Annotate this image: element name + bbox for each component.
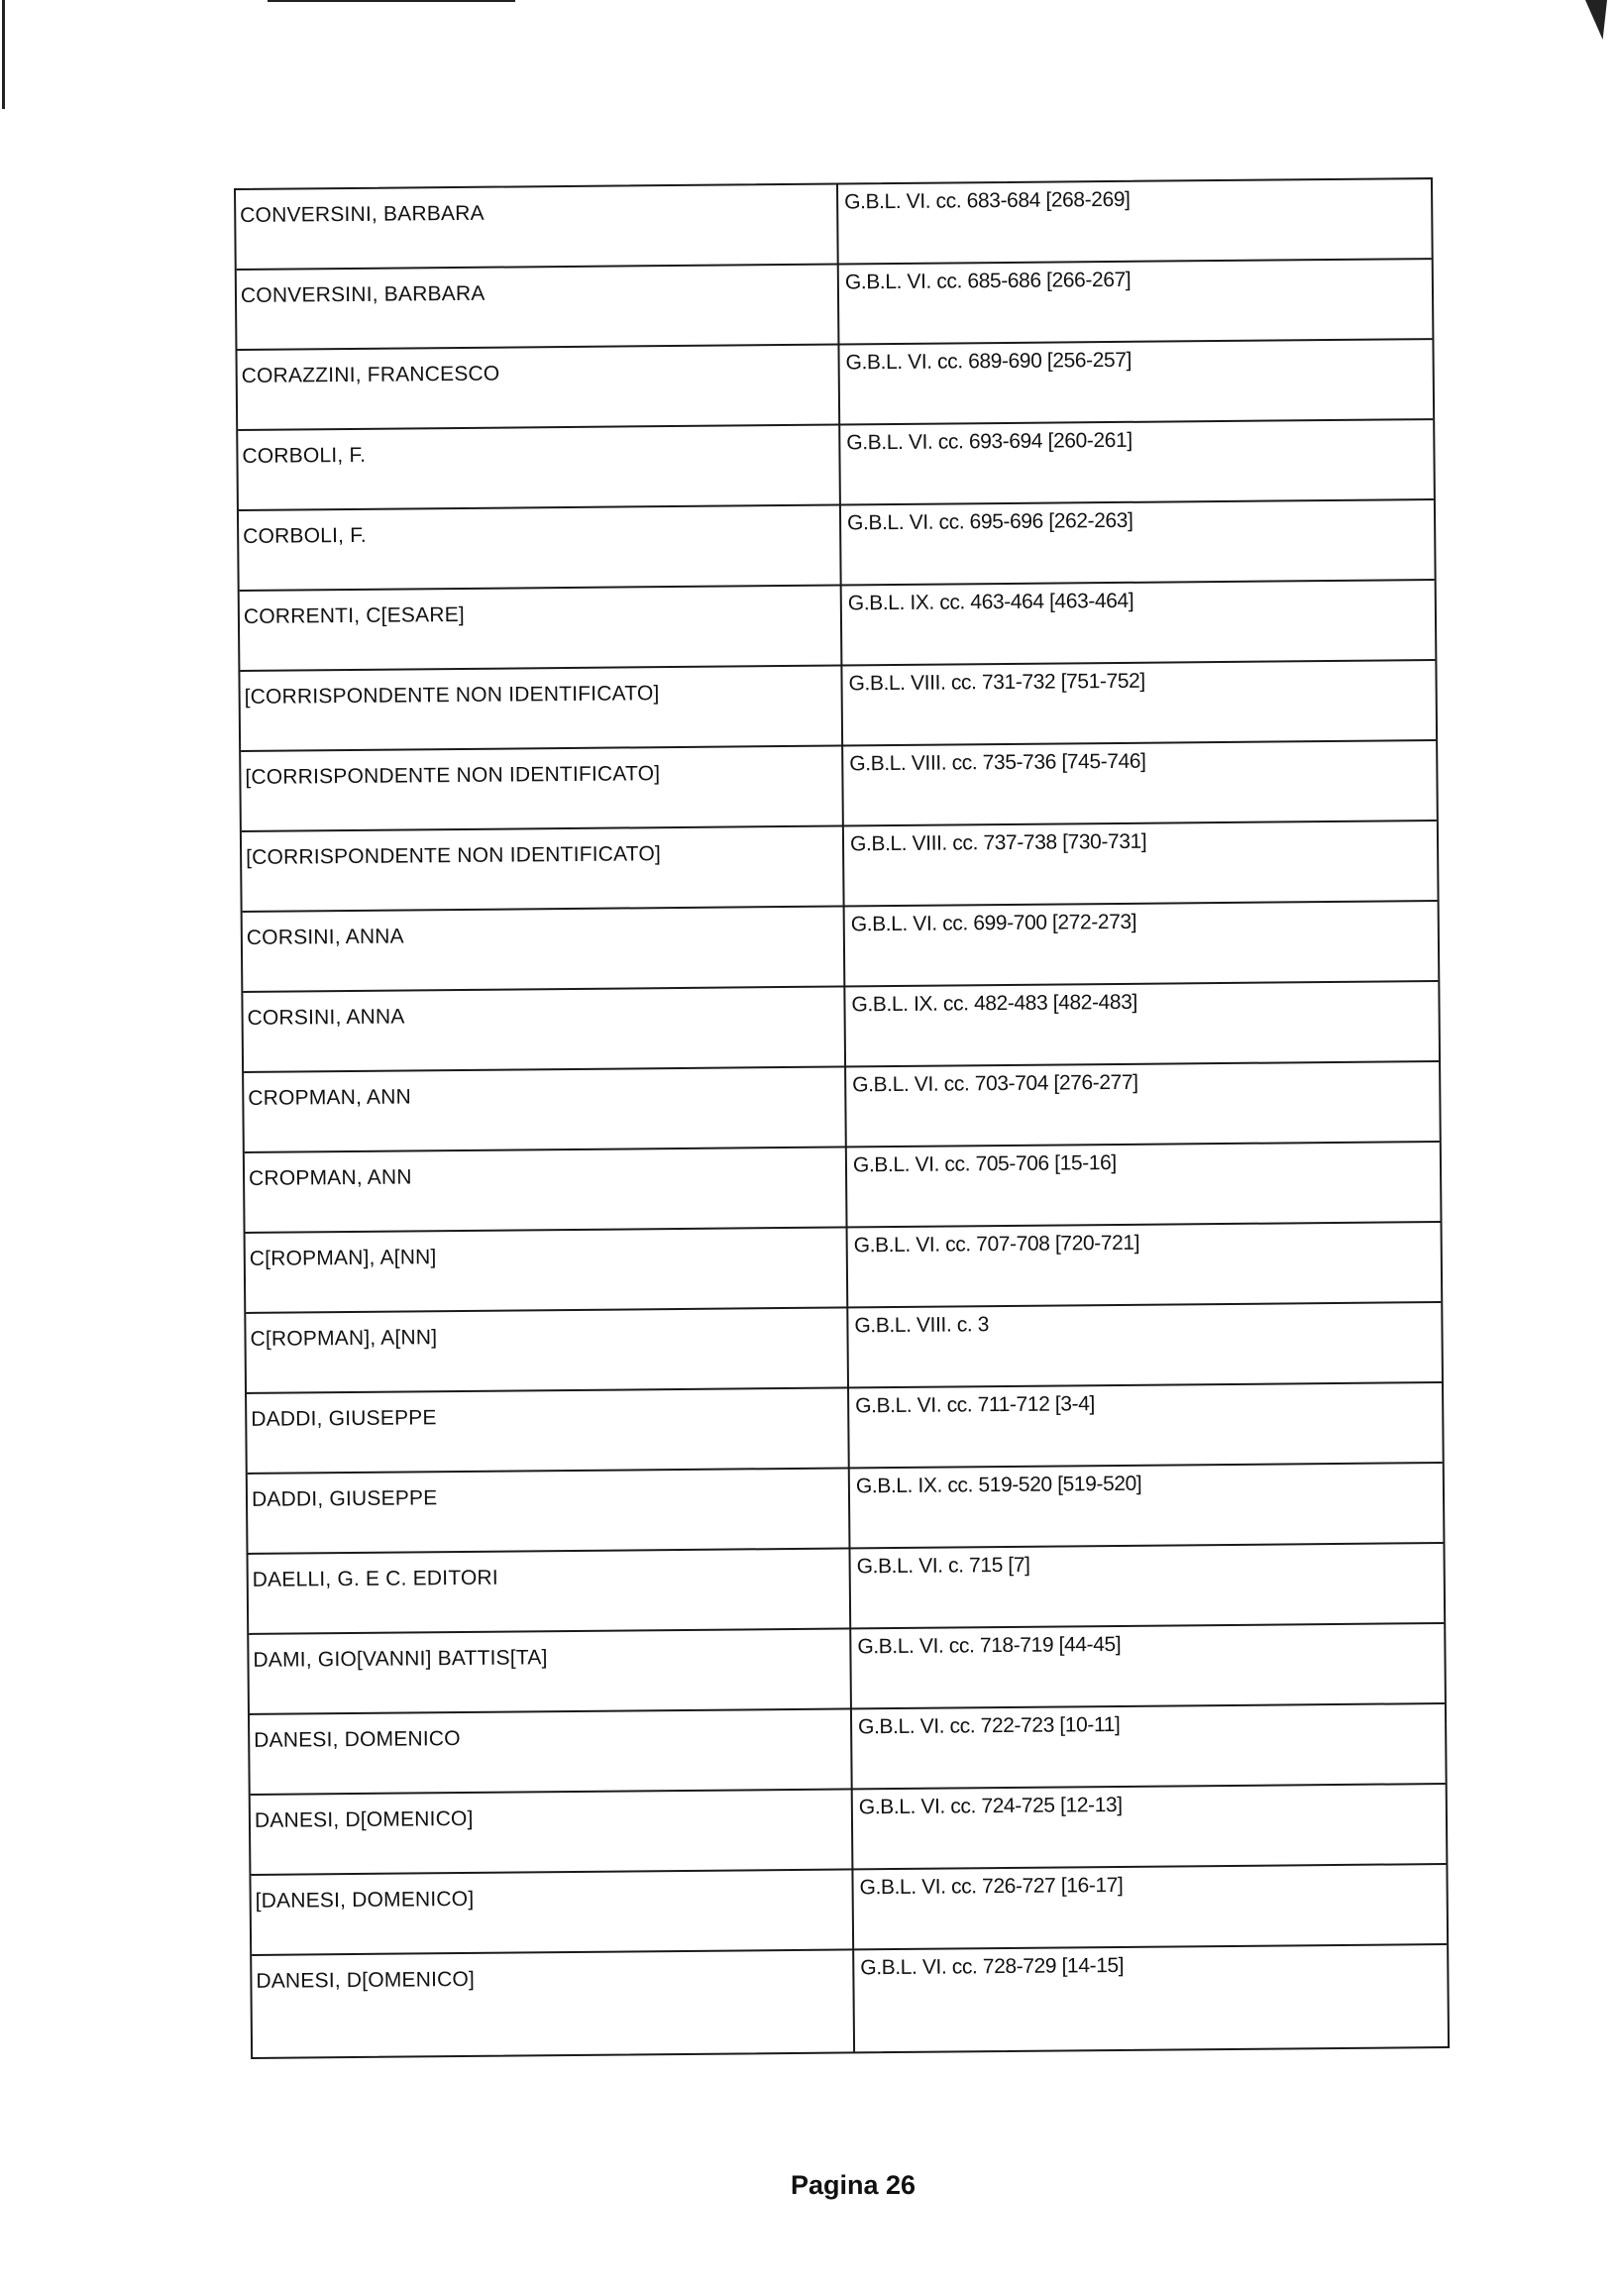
archive-reference: G.B.L. VI. cc. 685-686 [266-267]: [844, 268, 1132, 294]
archive-reference: G.B.L. VI. cc. 695-696 [262-263]: [846, 508, 1133, 535]
correspondent-name: CONVERSINI, BARBARA: [240, 281, 485, 307]
table-row: [248, 1464, 1444, 1555]
table-row: [252, 1945, 1448, 2036]
correspondent-name: CROPMAN, ANN: [248, 1165, 412, 1190]
archive-reference: G.B.L. IX. cc. 519-520 [519-520]: [855, 1472, 1142, 1498]
table-row: [239, 500, 1435, 592]
archive-reference: G.B.L. VI. cc. 707-708 [720-721]: [853, 1231, 1140, 1257]
archive-reference: G.B.L. VI. cc. 689-690 [256-257]: [845, 348, 1132, 375]
correspondent-name: [CORRISPONDENTE NON IDENTIFICATO]: [244, 682, 660, 709]
archive-reference: G.B.L. VI. cc. 703-704 [276-277]: [852, 1070, 1138, 1097]
archive-reference: G.B.L. VIII. cc. 737-738 [730-731]: [849, 829, 1147, 856]
correspondent-name: [CORRISPONDENTE NON IDENTIFICATO]: [246, 842, 662, 869]
correspondent-name: CORRENTI, C[ESARE]: [243, 602, 465, 628]
correspondent-name: DANESI, DOMENICO: [254, 1727, 461, 1752]
table-row: [251, 1785, 1447, 1876]
table-row: [246, 1303, 1442, 1394]
archive-reference: G.B.L. VI. cc. 693-694 [260-261]: [846, 428, 1132, 455]
correspondent-name: DANESI, D[OMENICO]: [254, 1806, 474, 1832]
table-row: [244, 1062, 1440, 1153]
table-row: [236, 179, 1432, 271]
correspondent-name: CORSINI, ANNA: [247, 1005, 405, 1030]
archive-reference: G.B.L. VI. cc. 724-725 [12-13]: [858, 1793, 1123, 1819]
archive-reference: G.B.L. IX. cc. 482-483 [482-483]: [851, 990, 1137, 1017]
archive-reference: G.B.L. VI. cc. 728-729 [14-15]: [860, 1953, 1125, 1980]
correspondent-name: DADDI, GIUSEPPE: [251, 1486, 438, 1511]
index-table: [234, 177, 1450, 2059]
archive-reference: G.B.L. VI. cc. 705-706 [15-16]: [852, 1150, 1117, 1177]
correspondent-name: C[ROPMAN], A[NN]: [249, 1246, 437, 1270]
archive-reference: G.B.L. VI. cc. 726-727 [16-17]: [859, 1873, 1124, 1900]
table-row: [249, 1544, 1445, 1635]
correspondent-name: DAMI, GIO[VANNI] BATTIS[TA]: [253, 1646, 548, 1672]
table-row: [237, 260, 1433, 351]
archive-reference: G.B.L. VI. cc. 711-712 [3-4]: [855, 1392, 1095, 1418]
table-row: [251, 1865, 1447, 1956]
archive-reference: G.B.L. IX. cc. 463-464 [463-464]: [847, 589, 1134, 615]
table-row: [240, 581, 1436, 672]
archive-reference: G.B.L. VI. cc. 699-700 [272-273]: [850, 910, 1137, 936]
correspondent-name: [CORRISPONDENTE NON IDENTIFICATO]: [245, 762, 661, 789]
correspondent-name: C[ROPMAN], A[NN]: [250, 1326, 438, 1351]
table-row: [241, 741, 1437, 832]
table-row: [242, 821, 1438, 913]
correspondent-name: DANESI, D[OMENICO]: [256, 1967, 476, 1993]
archive-reference: G.B.L. VI. cc. 718-719 [44-45]: [857, 1632, 1122, 1659]
table-row: [238, 420, 1434, 511]
table-row: [245, 1143, 1441, 1234]
table-row: [247, 1383, 1443, 1475]
correspondent-name: CORBOLI, F.: [243, 523, 368, 548]
table-row: [243, 982, 1439, 1073]
archive-reference: G.B.L. VIII. c. 3: [854, 1313, 990, 1338]
table-row: [250, 1704, 1446, 1796]
table-row: [246, 1223, 1442, 1314]
table-row: [237, 340, 1433, 431]
correspondent-name: CORAZZINI, FRANCESCO: [241, 362, 500, 387]
correspondent-name: CORSINI, ANNA: [246, 925, 404, 949]
correspondent-name: DADDI, GIUSEPPE: [251, 1406, 437, 1431]
correspondent-name: CROPMAN, ANN: [248, 1085, 412, 1110]
page-number: Pagina 26: [790, 2170, 916, 2200]
archive-reference: G.B.L. VI. cc. 683-684 [268-269]: [844, 187, 1131, 214]
correspondent-name: DAELLI, G. E C. EDITORI: [252, 1566, 498, 1591]
archive-reference: G.B.L. VIII. cc. 731-732 [751-752]: [848, 669, 1145, 696]
correspondent-name: CORBOLI, F.: [242, 443, 367, 468]
archive-reference: G.B.L. VI. c. 715 [7]: [856, 1553, 1030, 1579]
table-row: [249, 1624, 1445, 1715]
correspondent-name: CONVERSINI, BARBARA: [240, 201, 485, 227]
table-row: [243, 902, 1439, 993]
table-row: [240, 661, 1436, 752]
correspondent-name: [DANESI, DOMENICO]: [255, 1887, 475, 1913]
archive-reference: G.B.L. VI. cc. 722-723 [10-11]: [858, 1712, 1121, 1739]
archive-reference: G.B.L. VIII. cc. 735-736 [745-746]: [849, 749, 1146, 776]
